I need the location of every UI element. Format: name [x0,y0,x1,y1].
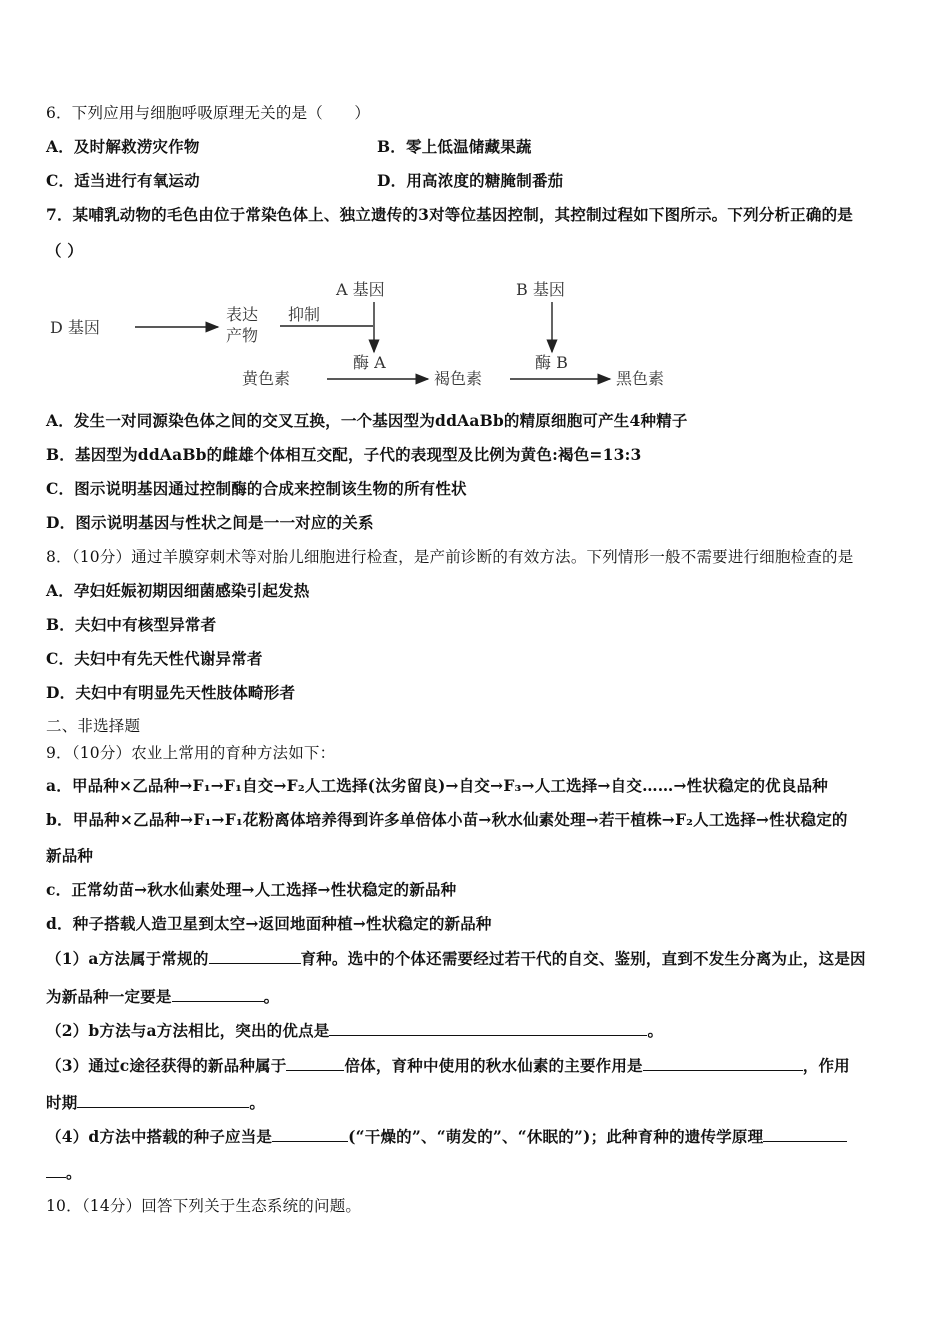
q9-part1-text3: 为新品种一定要是 [46,987,172,1006]
q9-part3-text4: 时期 [46,1093,78,1112]
q9-part2-end: 。 [647,1021,664,1040]
q8-option-d: D．夫妇中有明显先天性肢体畸形者 [46,683,296,702]
q9-part1 [46,948,866,969]
q9-part1-blank1[interactable] [209,948,301,964]
q9-part4-text: （4）d方法中搭载的种子应当是 [46,1127,273,1146]
q9-method-d: d．种子搭载人造卫星到太空→返回地面种植→性状稳定的新品种 [46,914,492,933]
q6-options-row1 [46,137,532,157]
b-gene-label: B 基因 [516,280,565,299]
q6-options-row2 [46,171,564,191]
q6-option-b: B．零上低温储藏果蔬 [377,137,532,156]
q9-part4-blank1[interactable] [272,1126,348,1142]
q9-part3-text2: 倍体，育种中使用的秋水仙素的主要作用是 [344,1056,643,1075]
q9-part3-cont [46,1092,265,1113]
q9-part3-end: 。 [249,1093,266,1112]
q6-option-a: A．及时解救涝灾作物 [46,137,200,156]
q10-stem: 10．（14分）回答下列关于生态系统的问题。 [46,1197,362,1215]
product-label-2: 产物 [226,326,259,345]
q6-option-d: D．用高浓度的糖腌制番茄 [377,171,564,190]
q9-part1-text2: 育种。选中的个体还需要经过若干代的自交、鉴别，直到不发生分离为止，这是因 [300,949,866,968]
q9-part4-blank2[interactable] [763,1126,847,1142]
q9-part3-text3: ，作用 [802,1056,850,1075]
q9-part1-blank2[interactable] [172,986,264,1002]
brown-pigment-label: 褐色素 [434,369,483,388]
q9-part3-blank3[interactable] [77,1092,249,1108]
q8-stem: 8．（10分）通过羊膜穿刺术等对胎儿细胞进行检查，是产前诊断的有效方法。下列情形一般不需要进行细胞检查的是 [46,548,854,566]
q8-option-b: B．夫妇中有核型异常者 [46,615,217,634]
q9-part2-text: （2）b方法与a方法相比，突出的优点是 [46,1021,330,1040]
q7-option-a: A．发生一对同源染色体之间的交叉互换，一个基因型为ddAaBb的精原细胞可产生4种精子 [46,411,688,430]
yellow-pigment-label: 黄色素 [242,369,291,388]
product-label-1: 表达 [226,305,259,324]
q9-part4-cont [46,1162,82,1183]
q7-stem-bracket: （ ） [46,241,83,260]
q9-part1-cont [46,986,279,1007]
q8-option-c: C．夫妇中有先天性代谢异常者 [46,649,263,668]
black-pigment-label: 黑色素 [616,369,665,388]
q8-option-a: A．孕妇妊娠初期因细菌感染引起发热 [46,581,310,600]
q9-part3-blank1[interactable] [286,1055,344,1071]
section-title: 二、非选择题 [46,717,141,735]
enzyme-b-label: 酶 B [535,353,568,372]
q9-stem: 9．（10分）农业上常用的育种方法如下： [46,744,336,762]
q7-stem: 7．某哺乳动物的毛色由位于常染色体上、独立遗传的3对等位基因控制，其控制过程如下图所示。下列分析正确的是 [46,205,853,224]
q9-part4-text2: (“干燥的”、“萌发的”、“休眠的”)；此种育种的遗传学原理 [348,1127,764,1146]
q7-option-b: B．基因型为ddAaBb的雌雄个体相互交配，子代的表现型及比例为黄色:褐色=13:3 [46,445,642,464]
q9-part1-text: （1）a方法属于常规的 [46,949,209,968]
q9-part3-blank2[interactable] [643,1055,803,1071]
q7-option-d: D．图示说明基因与性状之间是一一对应的关系 [46,513,374,532]
q6-stem: 6．下列应用与细胞呼吸原理无关的是（ ） [46,104,371,122]
a-gene-label: A 基因 [336,280,385,299]
inhibit-label: 抑制 [288,305,321,324]
q9-method-c: c．正常幼苗→秋水仙素处理→人工选择→性状稳定的新品种 [46,880,457,899]
q9-part2 [46,1020,663,1041]
q6-option-c: C．适当进行有氧运动 [46,171,200,190]
q9-method-b: b．甲品种×乙品种→F₁→F₁花粉离体培养得到许多单倍体小苗→秋水仙素处理→若干植株→F₂人工选择→性状稳定的 [46,810,848,829]
gene-pathway-diagram [40,278,720,393]
q9-part4-end: 。 [66,1163,82,1182]
q7-option-c: C．图示说明基因通过控制酶的合成来控制该生物的所有性状 [46,479,467,498]
q9-part4 [46,1126,847,1147]
q9-part3 [46,1055,850,1076]
q9-part4-blank2-cont[interactable] [46,1162,66,1178]
d-gene-label: D 基因 [50,318,100,337]
q9-part3-text: （3）通过c途径获得的新品种属于 [46,1056,287,1075]
q9-method-a: a．甲品种×乙品种→F₁→F₁自交→F₂人工选择(汰劣留良)→自交→F₃→人工选择→自交……→性状稳定的优良品种 [46,776,828,795]
q9-method-b-cont: 新品种 [46,846,94,865]
q9-part2-blank[interactable] [329,1020,647,1036]
q9-part1-end: 。 [263,987,280,1006]
enzyme-a-label: 酶 A [353,353,386,372]
